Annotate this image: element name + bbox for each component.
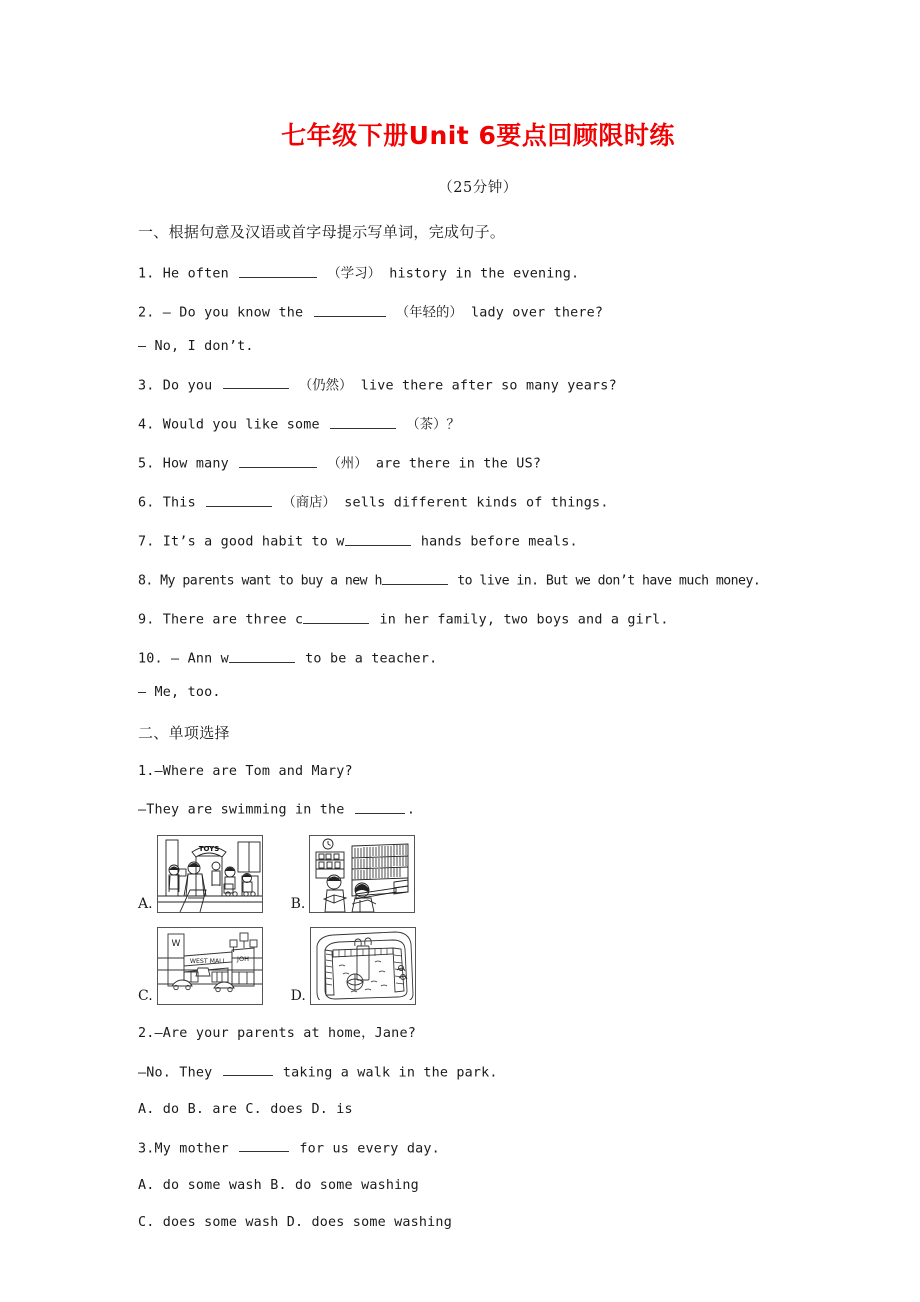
picture-option-d[interactable] — [291, 927, 416, 1005]
fill-question-3-post: live there after so many years? — [360, 378, 617, 394]
choice-question-2-answer-pre: —No. They — [138, 1065, 213, 1081]
fill-question-10-reply: — Me, too. — [138, 685, 221, 701]
answer-blank-8[interactable] — [382, 571, 448, 585]
fill-question-6-post: sells different kinds of things. — [344, 495, 609, 511]
answer-blank-6[interactable] — [206, 493, 272, 507]
fill-question-5 — [138, 454, 818, 471]
fill-question-9-pre: 9. There are three c — [138, 612, 304, 628]
answer-blank-choice-3[interactable] — [239, 1139, 289, 1153]
svg-text:W: W — [171, 939, 181, 950]
section-two-heading: 二、单项选择 — [138, 723, 230, 742]
answer-blank-choice-2[interactable] — [223, 1063, 273, 1077]
picture-option-b[interactable] — [291, 835, 416, 913]
picture-option-c-label: C. — [138, 988, 153, 1005]
fill-question-1-pre: 1. He often — [138, 266, 229, 282]
page-title: 七年级下册Unit 6要点回顾限时练 — [281, 121, 675, 150]
choice-question-2-options[interactable]: A. do B. are C. does D. is — [138, 1101, 353, 1117]
choice-question-1-prompt: 1.—Where are Tom and Mary? — [138, 763, 353, 779]
choice-question-1-answer-line — [138, 800, 818, 817]
fill-question-10-pre: 10. — Ann w — [138, 651, 229, 667]
choice-question-1-answer-post: . — [406, 802, 416, 818]
picture-option-a-label: A. — [138, 896, 153, 913]
choice-question-3-options-line-1[interactable]: A. do some wash B. do some washing — [138, 1177, 419, 1193]
answer-blank-10[interactable] — [229, 649, 295, 663]
choice-question-3-prompt-post: for us every day. — [299, 1141, 440, 1157]
fill-question-6-pre: 6. This — [138, 495, 196, 511]
fill-question-5-pre: 5. How many — [138, 456, 229, 472]
answer-blank-choice-1[interactable] — [355, 800, 405, 814]
swimming-pool-picture[interactable] — [310, 927, 416, 1005]
fill-question-8 — [138, 571, 818, 588]
fill-question-2-hint: （年轻的） — [395, 305, 463, 321]
fill-question-2-pre: 2. — Do you know the — [138, 305, 304, 321]
fill-question-10-post: to be a teacher. — [305, 651, 438, 667]
fill-question-5-post: are there in the US? — [375, 456, 542, 472]
fill-question-7-post: hands before meals. — [420, 534, 578, 550]
svg-text:TOYS: TOYS — [198, 845, 219, 854]
fill-question-2 — [138, 303, 818, 320]
answer-blank-7[interactable] — [345, 532, 411, 546]
picture-options-row-top — [138, 835, 818, 913]
choice-question-2-answer-line — [138, 1063, 818, 1080]
fill-question-8-post: to live in. But we don’t have much money. — [457, 573, 761, 589]
fill-question-9 — [138, 610, 818, 627]
fill-question-4 — [138, 415, 818, 432]
picture-option-d-label: D. — [290, 988, 306, 1005]
picture-option-b-label: B. — [290, 896, 306, 913]
answer-blank-9[interactable] — [303, 610, 369, 624]
fill-question-3-pre: 3. Do you — [138, 378, 213, 394]
answer-blank-3[interactable] — [223, 376, 289, 390]
answer-blank-2[interactable] — [314, 303, 386, 317]
library-picture[interactable] — [309, 835, 415, 913]
answer-blank-5[interactable] — [239, 454, 317, 468]
shopping-mall-picture[interactable] — [157, 927, 263, 1005]
fill-question-4-pre: 4. Would you like some — [138, 417, 320, 433]
toy-store-picture[interactable] — [157, 835, 263, 913]
fill-question-10 — [138, 649, 818, 666]
time-limit-subtitle: （25分钟） — [438, 180, 518, 196]
choice-question-1-answer-pre: —They are swimming in the — [138, 802, 345, 818]
svg-text:JOH: JOH — [236, 955, 249, 964]
fill-question-7-pre: 7. It’s a good habit to w — [138, 534, 345, 550]
fill-question-3 — [138, 376, 818, 393]
choice-question-2-answer-post: taking a walk in the park. — [282, 1065, 498, 1081]
picture-option-a[interactable] — [138, 835, 263, 913]
fill-question-7 — [138, 532, 818, 549]
fill-question-9-post: in her family, two boys and a girl. — [379, 612, 669, 628]
fill-question-6-hint: （商店） — [282, 495, 336, 511]
fill-question-1-hint: （学习） — [327, 266, 381, 282]
picture-options-row-bottom — [138, 927, 818, 1005]
answer-blank-1[interactable] — [239, 264, 317, 278]
fill-question-5-hint: （州） — [327, 456, 368, 472]
fill-question-1 — [138, 264, 818, 281]
choice-question-3-prompt-pre: 3.My mother — [138, 1141, 229, 1157]
document-content — [138, 104, 818, 1230]
choice-question-3-options-line-2[interactable]: C. does some wash D. does some washing — [138, 1214, 452, 1230]
fill-question-1-post: history in the evening. — [389, 266, 580, 282]
choice-question-3-prompt — [138, 1139, 818, 1156]
section-one-heading: 一、根据句意及汉语或首字母提示写单词，完成句子。 — [138, 223, 506, 241]
picture-options-grid — [138, 835, 818, 1005]
fill-question-6 — [138, 493, 818, 510]
svg-text:WEST MALL: WEST MALL — [189, 958, 226, 966]
fill-question-8-pre: 8. My parents want to buy a new h — [138, 573, 382, 589]
choice-question-2-prompt: 2.—Are your parents at home，Jane? — [138, 1026, 416, 1042]
picture-option-c[interactable] — [138, 927, 263, 1005]
answer-blank-4[interactable] — [330, 415, 396, 429]
fill-question-2-post: lady over there? — [471, 305, 604, 321]
fill-question-3-hint: （仍然） — [298, 378, 353, 394]
fill-question-4-hint: （茶）？ — [406, 417, 460, 433]
fill-question-2-reply: — No, I don’t. — [138, 339, 254, 355]
